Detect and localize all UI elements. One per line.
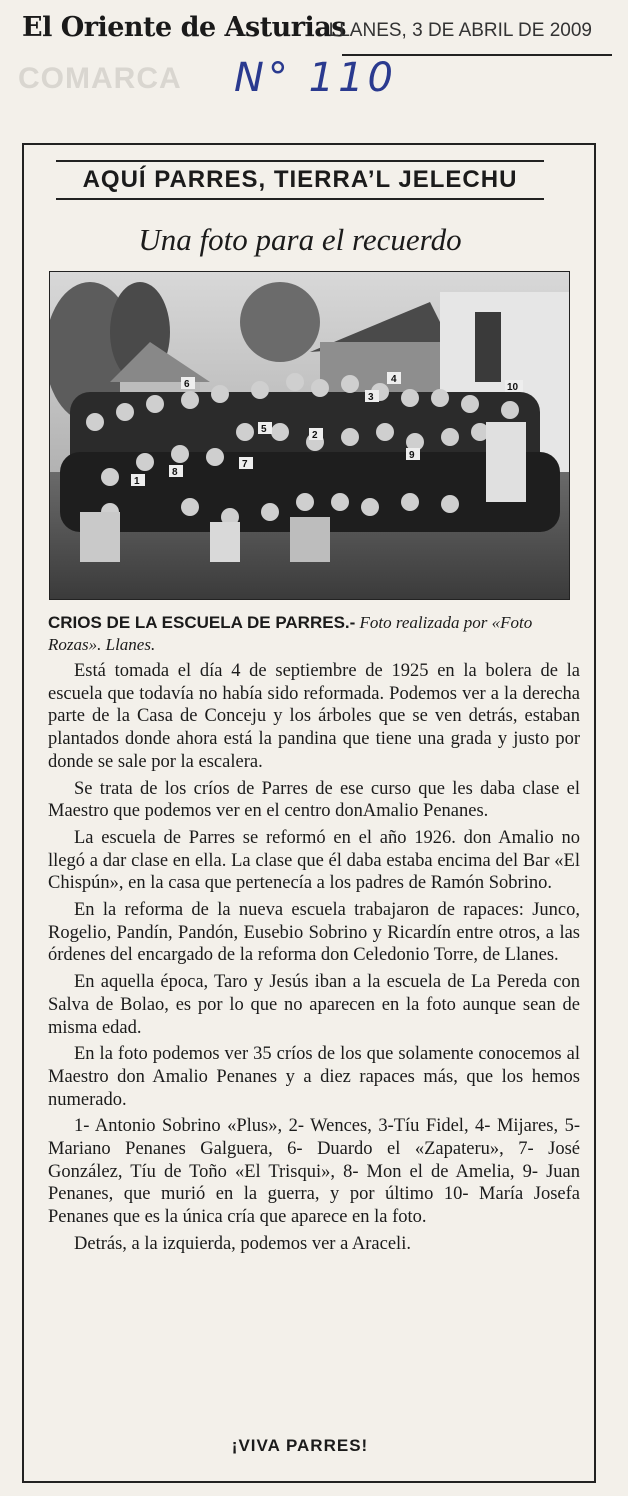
caption-title: CRIOS DE LA ESCUELA DE PARRES.- <box>48 613 356 632</box>
article-paragraph: 1- Antonio Sobrino «Plus», 2- Wences, 3-Tíu Fidel, 4- Mijares, 5- Mariano Penanes Galguera, 6- Duardo el «Zapateru», 7- José González, Tíu de Toño «El Trisqui», 8- Mon el de Amelia, 9- Juan Penanes, que murió en la guerra, y por último 10- María Josefa Penanes que es la única cría que aparece en la foto. <box>48 1116 580 1228</box>
closing-slogan: ¡VIVA PARRES! <box>231 1436 369 1455</box>
article-paragraph: Se trata de los críos de Parres de ese curso que les daba clase el Maestro que podemos ver en el centro donAmalio Penanes. <box>48 778 580 822</box>
article-paragraph: La escuela de Parres se reformó en el año 1926. don Amalio no llegó a dar clase en ella. La clase que él daba estaba encima del Bar «El Chispún», en la casa que pertenecía a los padres de Ramón Sobrino. <box>48 827 580 894</box>
article-paragraph: En la foto podemos ver 35 críos de los que solamente conocemos al Maestro don Amalio Penanes y a diez rapaces más, que los hemos numerado. <box>48 1044 580 1110</box>
photo-number-label: 3 <box>368 392 374 403</box>
photo-number-label: 6 <box>184 379 190 390</box>
photo-number-label: 10 <box>507 382 519 393</box>
article-headline: AQUÍ PARRES, TIERRA’L JELECHU <box>56 160 544 200</box>
article-subheadline: Una foto para el recuerdo <box>138 222 462 257</box>
newspaper-name: El Oriente de Asturias <box>22 12 346 43</box>
photo-number-label: 1 <box>134 476 140 487</box>
handwritten-number: N° 110 <box>234 55 397 101</box>
article-paragraph: En aquella época, Taro y Jesús iban a la escuela de La Pereda con Salva de Bolao, es por lo que no aparecen en la foto aunque sean de misma edad. <box>48 972 580 1038</box>
school-group-photo <box>49 271 570 600</box>
photo-number-label: 2 <box>312 430 318 441</box>
issue-date: LLANES, 3 DE ABRIL DE 2009 <box>328 20 592 41</box>
photo-number-label: 7 <box>242 459 248 470</box>
article-paragraph: Detrás, a la izquierda, podemos ver a Araceli. <box>74 1233 411 1254</box>
photo-number-label: 8 <box>172 467 178 478</box>
section-label: COMARCA <box>18 62 182 95</box>
photo-caption <box>48 612 578 656</box>
masthead <box>22 12 592 46</box>
article-paragraph: Está tomada el día 4 de septiembre de 1925 en la bolera de la escuela que todavía no había sido reformada. Podemos ver a la derecha parte de la Casa de Conceju y los árboles que se ven detrás, estaban plantados donde ahora está la pandina que tiene una grada y justo por donde se sale por la escalera. <box>48 661 580 772</box>
article-paragraph: En la reforma de la nueva escuela trabajaron de rapaces: Junco, Rogelio, Pandín, Pandón, Eusebio Sobrino y Ricardín entre otros, a las órdenes del encargado de la reforma don Celedonio Torre, de Llanes. <box>48 900 580 966</box>
photo-number-label: 9 <box>409 450 415 461</box>
photo-number-label: 5 <box>261 424 267 435</box>
photo-number-label: 4 <box>391 374 397 385</box>
caption-credit: Foto realizada por «Foto Rozas». Llanes. <box>48 613 533 654</box>
article-body <box>48 660 580 1260</box>
